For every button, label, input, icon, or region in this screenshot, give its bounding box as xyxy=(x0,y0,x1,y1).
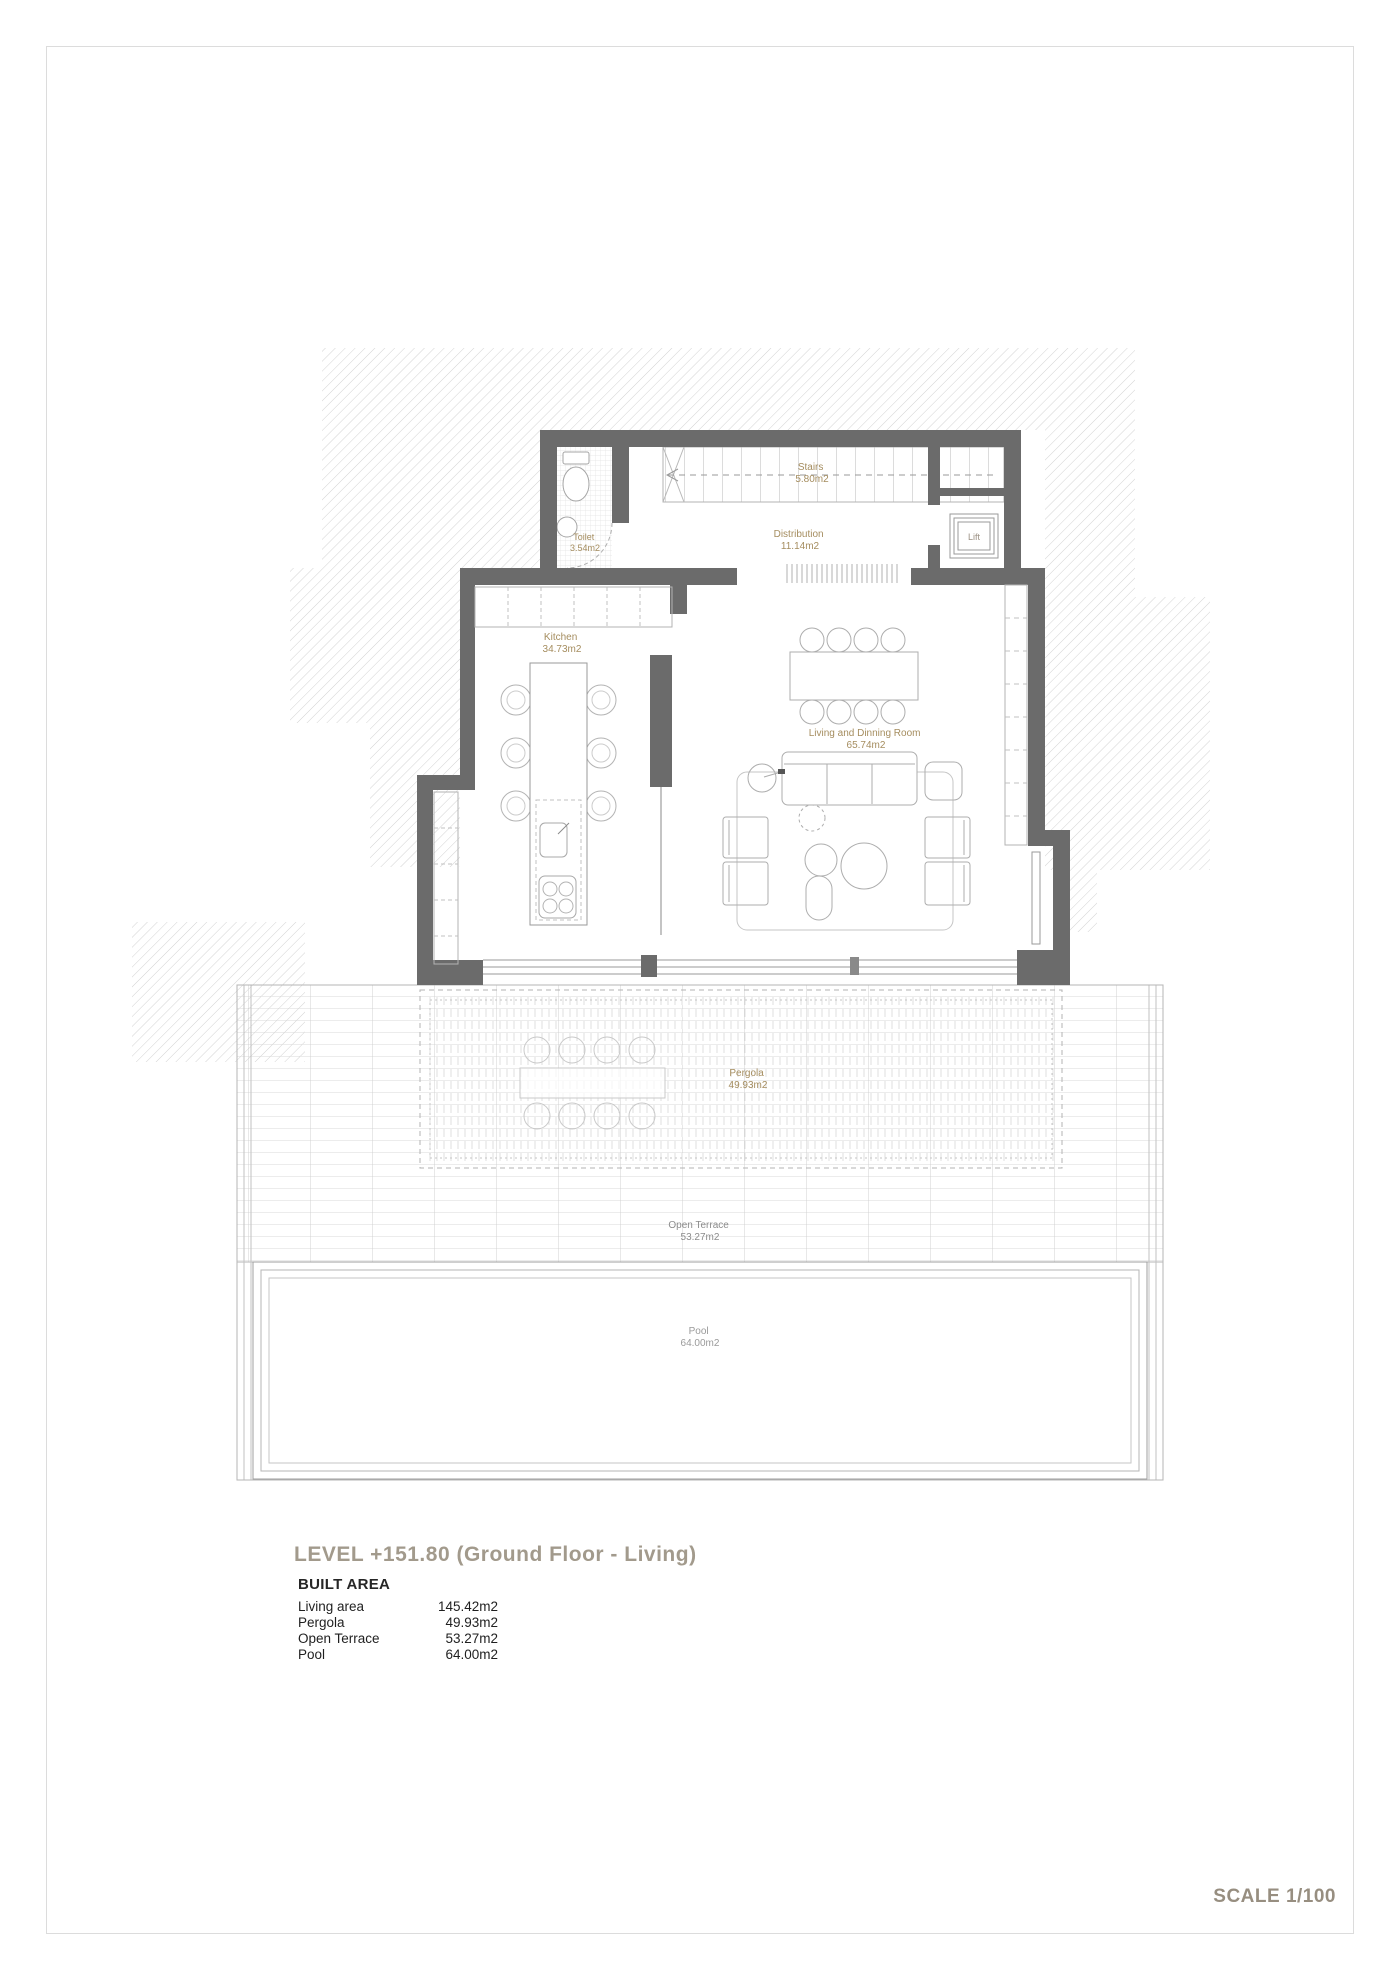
pergola xyxy=(420,990,1062,1168)
entry-grille xyxy=(785,564,900,583)
built-area-row xyxy=(298,1599,498,1615)
built-area-row-value: 53.27m2 xyxy=(445,1631,498,1646)
sofa xyxy=(782,752,917,805)
built-area-row xyxy=(298,1647,498,1663)
pool xyxy=(253,1262,1147,1479)
built-area-row-value: 145.42m2 xyxy=(437,1599,498,1614)
open-terrace-label: Open Terrace 53.27m2 xyxy=(668,1220,729,1243)
distribution-label: Distribution 11.14m2 xyxy=(773,529,824,552)
built-area-heading: BUILT AREA xyxy=(298,1576,391,1593)
armchairs xyxy=(723,817,970,905)
built-area-row-value: 64.00m2 xyxy=(445,1647,498,1662)
shelving xyxy=(1005,585,1027,845)
kitchen-label: Kitchen 34.73m2 xyxy=(542,632,582,655)
living-dining-label: Living and Dinning Room 65.74m2 xyxy=(808,728,921,751)
dining-set xyxy=(790,628,918,724)
built-area-row-label: Pergola xyxy=(298,1615,345,1630)
glass-wall xyxy=(483,955,1017,977)
built-area-row-label: Pool xyxy=(298,1647,326,1662)
built-area-row-label: Open Terrace xyxy=(298,1631,380,1646)
built-area-row xyxy=(298,1615,498,1631)
toilet-label: Toilet 3.54m2 xyxy=(569,532,601,553)
built-area-table xyxy=(298,1599,498,1663)
stairs-label: Stairs 5.80m2 xyxy=(795,462,829,485)
page-title: LEVEL +151.80 (Ground Floor - Living) xyxy=(294,1543,697,1566)
built-area-row-label: Living area xyxy=(298,1599,365,1614)
scale-label: SCALE 1/100 xyxy=(1213,1886,1336,1907)
pergola-label: Pergola 49.93m2 xyxy=(728,1068,768,1091)
built-area-row xyxy=(298,1631,498,1647)
pool-label: Pool 64.00m2 xyxy=(680,1326,720,1349)
lift-label: Lift xyxy=(967,532,981,542)
built-area-row-value: 49.93m2 xyxy=(445,1615,498,1630)
